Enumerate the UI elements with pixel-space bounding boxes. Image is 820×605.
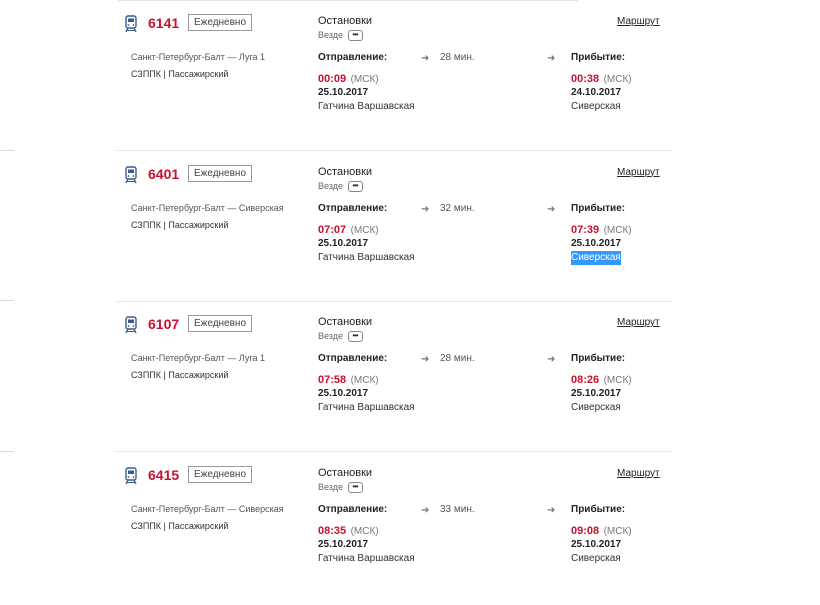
stops-filter-label: Везде xyxy=(318,180,343,191)
arrival-timezone: (МСК) xyxy=(603,224,632,236)
schedule-badge: Ежедневно xyxy=(188,14,252,31)
arrival-station: Сиверская xyxy=(571,402,621,413)
arrival-time: 08:26 xyxy=(571,374,600,386)
departure-label: Отправление: xyxy=(318,202,388,214)
arrow-right-icon: ➜ xyxy=(421,354,430,365)
train-number[interactable]: 6415 xyxy=(148,466,180,483)
route-link[interactable]: Маршрут xyxy=(617,467,660,479)
stops-filter xyxy=(318,180,363,193)
carrier-text: СЗППК | Пассажирский xyxy=(131,69,229,79)
travel-duration: 28 мин. xyxy=(440,52,475,63)
route-link[interactable]: Маршрут xyxy=(617,16,660,27)
travel-duration: 33 мин. xyxy=(440,503,475,515)
route-text: Санкт-Петербург-Балт — Сиверская xyxy=(131,503,284,514)
stops-title: Остановки xyxy=(318,15,373,27)
stops-filter-label: Везде xyxy=(318,331,343,341)
schedule-badge: Ежедневно xyxy=(188,165,252,182)
carrier-text: СЗППК | Пассажирский xyxy=(131,370,229,380)
arrival-label: Прибытие: xyxy=(571,202,626,214)
departure-date: 25.10.2017 xyxy=(318,237,369,249)
stops-filter xyxy=(318,481,363,494)
arrival-timezone: (МСК) xyxy=(603,375,632,386)
departure-time-line xyxy=(318,71,379,87)
departure-time-line xyxy=(318,372,379,388)
arrival-date: 25.10.2017 xyxy=(571,388,622,399)
arrival-date: 24.10.2017 xyxy=(571,87,622,98)
departure-station: Гатчина Варшавская xyxy=(318,552,415,564)
train-icon xyxy=(124,467,138,485)
train-card xyxy=(0,3,820,153)
arrow-right-icon: ➜ xyxy=(421,53,430,64)
train-number[interactable]: 6107 xyxy=(148,316,180,332)
carrier-text: СЗППК | Пассажирский xyxy=(131,219,229,230)
arrival-time-line xyxy=(571,71,632,87)
arrival-date: 25.10.2017 xyxy=(571,237,622,249)
departure-time-line xyxy=(318,523,379,539)
stops-filter xyxy=(318,330,363,343)
route-link[interactable]: Маршрут xyxy=(617,317,660,328)
arrival-time-line xyxy=(571,372,632,388)
arrival-date: 25.10.2017 xyxy=(571,538,622,550)
arrival-label: Прибытие: xyxy=(571,353,626,364)
departure-station: Гатчина Варшавская xyxy=(318,101,415,112)
departure-timezone: (МСК) xyxy=(350,224,379,236)
train-card xyxy=(0,154,820,304)
train-icon xyxy=(124,15,138,33)
arrival-timezone: (МСК) xyxy=(603,525,632,537)
row-divider xyxy=(116,451,672,452)
departure-label: Отправление: xyxy=(318,353,388,364)
departure-label: Отправление: xyxy=(318,52,388,63)
departure-timezone: (МСК) xyxy=(350,375,379,386)
departure-time-line xyxy=(318,222,379,238)
route-text: Санкт-Петербург-Балт — Сиверская xyxy=(131,202,284,213)
top-divider xyxy=(118,0,578,1)
stops-filter-label: Везде xyxy=(318,30,343,40)
arrival-time-line xyxy=(571,523,632,539)
arrow-right-icon: ➜ xyxy=(547,203,556,215)
arrival-timezone: (МСК) xyxy=(603,74,632,85)
stops-filter-label: Везде xyxy=(318,481,343,492)
train-number[interactable]: 6141 xyxy=(148,15,180,31)
departure-time: 00:09 xyxy=(318,73,347,85)
train-icon xyxy=(124,316,138,334)
arrow-right-icon: ➜ xyxy=(547,53,556,64)
more-button[interactable]: ••• xyxy=(348,331,363,342)
travel-duration: 28 мин. xyxy=(440,353,475,364)
carrier-text: СЗППК | Пассажирский xyxy=(131,520,229,531)
departure-date: 25.10.2017 xyxy=(318,87,369,98)
arrow-right-icon: ➜ xyxy=(547,354,556,365)
arrival-time: 07:39 xyxy=(571,223,600,236)
travel-duration: 32 мин. xyxy=(440,202,475,214)
arrival-station: Сиверская xyxy=(571,251,621,263)
stops-title: Остановки xyxy=(318,165,373,178)
train-card xyxy=(0,455,820,605)
more-button[interactable]: ••• xyxy=(348,482,363,493)
route-text: Санкт-Петербург-Балт — Луга 1 xyxy=(131,353,265,363)
departure-station: Гатчина Варшавская xyxy=(318,251,415,263)
arrival-label: Прибытие: xyxy=(571,503,626,515)
arrow-right-icon: ➜ xyxy=(421,203,430,215)
departure-date: 25.10.2017 xyxy=(318,388,369,399)
arrival-label: Прибытие: xyxy=(571,52,626,63)
departure-timezone: (МСК) xyxy=(350,74,379,85)
train-card xyxy=(0,304,820,454)
row-divider xyxy=(116,301,672,302)
route-link[interactable]: Маршрут xyxy=(617,166,660,178)
departure-time: 08:35 xyxy=(318,524,347,537)
arrival-station: Сиверская xyxy=(571,552,621,564)
arrival-station: Сиверская xyxy=(571,101,621,112)
more-button[interactable]: ••• xyxy=(348,181,363,192)
departure-label: Отправление: xyxy=(318,503,388,515)
arrival-time: 09:08 xyxy=(571,524,600,537)
departure-time: 07:58 xyxy=(318,374,347,386)
arrival-time-line xyxy=(571,222,632,238)
stops-title: Остановки xyxy=(318,466,373,479)
route-text: Санкт-Петербург-Балт — Луга 1 xyxy=(131,52,265,62)
more-button[interactable]: ••• xyxy=(348,30,363,41)
arrow-right-icon: ➜ xyxy=(547,504,556,516)
schedule-badge: Ежедневно xyxy=(188,315,252,332)
departure-timezone: (МСК) xyxy=(350,525,379,537)
departure-time: 07:07 xyxy=(318,223,347,236)
arrival-time: 00:38 xyxy=(571,73,600,85)
train-icon xyxy=(124,166,138,184)
arrow-right-icon: ➜ xyxy=(421,504,430,516)
departure-station: Гатчина Варшавская xyxy=(318,402,415,413)
train-number[interactable]: 6401 xyxy=(148,165,180,182)
row-divider xyxy=(116,150,672,151)
schedule-badge: Ежедневно xyxy=(188,466,252,483)
stops-title: Остановки xyxy=(318,316,373,328)
stops-filter xyxy=(318,29,363,42)
departure-date: 25.10.2017 xyxy=(318,538,369,550)
